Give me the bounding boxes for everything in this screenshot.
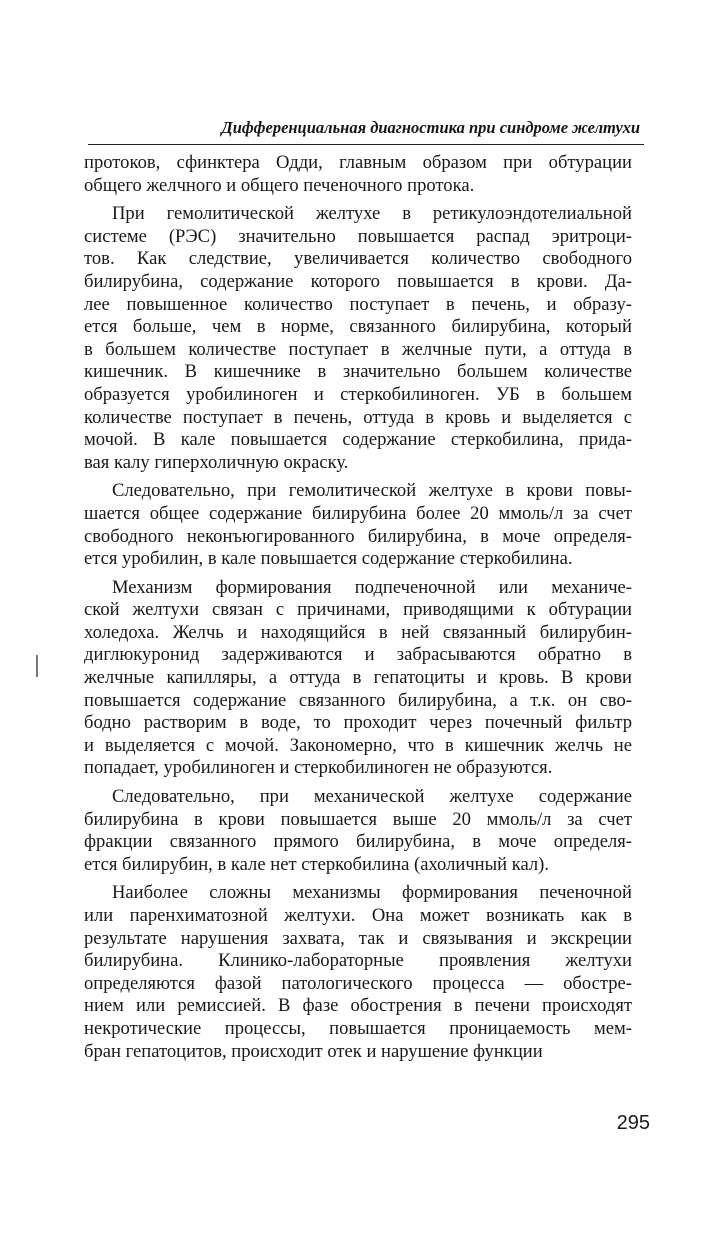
text-line: нием или ремиссией. В фазе обострения в печени происходят: [84, 995, 632, 1017]
text-line: ской желтухи связан с причинами, приводящими к обтурации: [84, 599, 632, 621]
text-line: Наиболее сложны механизмы формирования печеночной: [112, 882, 632, 904]
text-line: вая калу гиперхоличную окраску.: [84, 451, 349, 473]
text-line: бодно растворим в воде, то проходит через почечный фильтр: [84, 712, 632, 734]
text-line: или паренхиматозной желтухи. Она может возникать как в: [84, 905, 632, 926]
text-line: желчные капилляры, а оттуда в гепатоциты и кровь. В крови: [84, 667, 632, 689]
text-line: ется уробилин, в кале повышается содержание стеркобилина.: [84, 548, 573, 570]
paragraph: [84, 480, 632, 570]
paragraph: [84, 152, 632, 197]
text-line: диглюкуронид задерживаются и забрасываются обратно в: [84, 644, 632, 666]
text-line: При гемолитической желтухе в ретикулоэндотелиальной: [112, 203, 632, 225]
body-text: [84, 152, 632, 1069]
page-number: 295: [616, 1112, 650, 1134]
text-line: некротические процессы, повышается проницаемость мем-: [84, 1017, 632, 1039]
text-line: билирубина. Клинико-лабораторные проявления желтухи: [84, 950, 632, 972]
text-line: системе (РЭС) значительно повышается распад эритроци-: [84, 225, 632, 247]
text-line: Механизм формирования подпеченочной или механиче-: [112, 576, 632, 598]
text-line: лее повышенное количество поступает в печень, и образу-: [84, 293, 632, 315]
text-line: Следовательно, при механической желтухе содержание: [112, 786, 632, 808]
paragraph: [84, 786, 632, 876]
paragraph: [84, 882, 632, 1063]
text-line: определяются фазой патологического процесса — обостре-: [84, 972, 632, 994]
text-line: билирубина, содержание которого повышается в крови. Да-: [84, 270, 632, 292]
text-line: тов. Как следствие, увеличивается количество свободного: [84, 248, 632, 270]
text-line: свободного неконъюгированного билирубина, в моче определя-: [84, 525, 632, 547]
text-line: кишечник. В кишечнике в значительно большем количестве: [84, 361, 632, 383]
text-line: билирубина в крови повышается выше 20 ммоль/л за счет: [84, 808, 632, 830]
text-line: протоков, сфинктера Одди, главным образом при обтурации: [84, 152, 632, 173]
text-line: общего желчного и общего печеночного протока.: [84, 174, 475, 196]
text-line: ется билирубин, в кале нет стеркобилина (ахоличный кал).: [84, 853, 550, 875]
text-line: фракции связанного прямого билирубина, в моче определя-: [84, 831, 632, 853]
running-header: Дифференциальная диагностика при синдроме желтухи: [221, 118, 640, 137]
text-line: образуется уробилиноген и стеркобилиноген. УБ в большем: [84, 383, 632, 405]
text-line: бран гепатоцитов, происходит отек и нарушение функции: [84, 1040, 543, 1062]
paragraph: [84, 203, 632, 474]
header-rule: [88, 144, 644, 145]
text-line: попадает, уробилиноген и стеркобилиноген не образуются.: [84, 757, 553, 779]
paragraph: [84, 577, 632, 780]
text-line: ется больше, чем в норме, связанного билирубина, который: [84, 316, 632, 338]
text-line: мочой. В кале повышается содержание стеркобилина, прида-: [84, 429, 632, 451]
text-line: Следовательно, при гемолитической желтухе в крови повы-: [112, 480, 632, 502]
text-line: холедоха. Желчь и находящийся в ней связанный билирубин-: [84, 621, 632, 643]
text-line: в большем количестве поступает в желчные пути, а оттуда в: [84, 338, 632, 360]
text-line: количестве поступает в печень, оттуда в кровь и выделяется с: [84, 406, 632, 428]
text-line: повышается содержание связанного билирубина, а т.к. он сво-: [84, 689, 632, 711]
text-line: шается общее содержание билирубина более 20 ммоль/л за счет: [84, 502, 632, 524]
text-line: и выделяется с мочой. Закономерно, что в кишечник желчь не: [84, 734, 632, 756]
text-line: результате нарушения захвата, так и связывания и экскреции: [84, 927, 632, 949]
margin-mark: [36, 655, 38, 677]
